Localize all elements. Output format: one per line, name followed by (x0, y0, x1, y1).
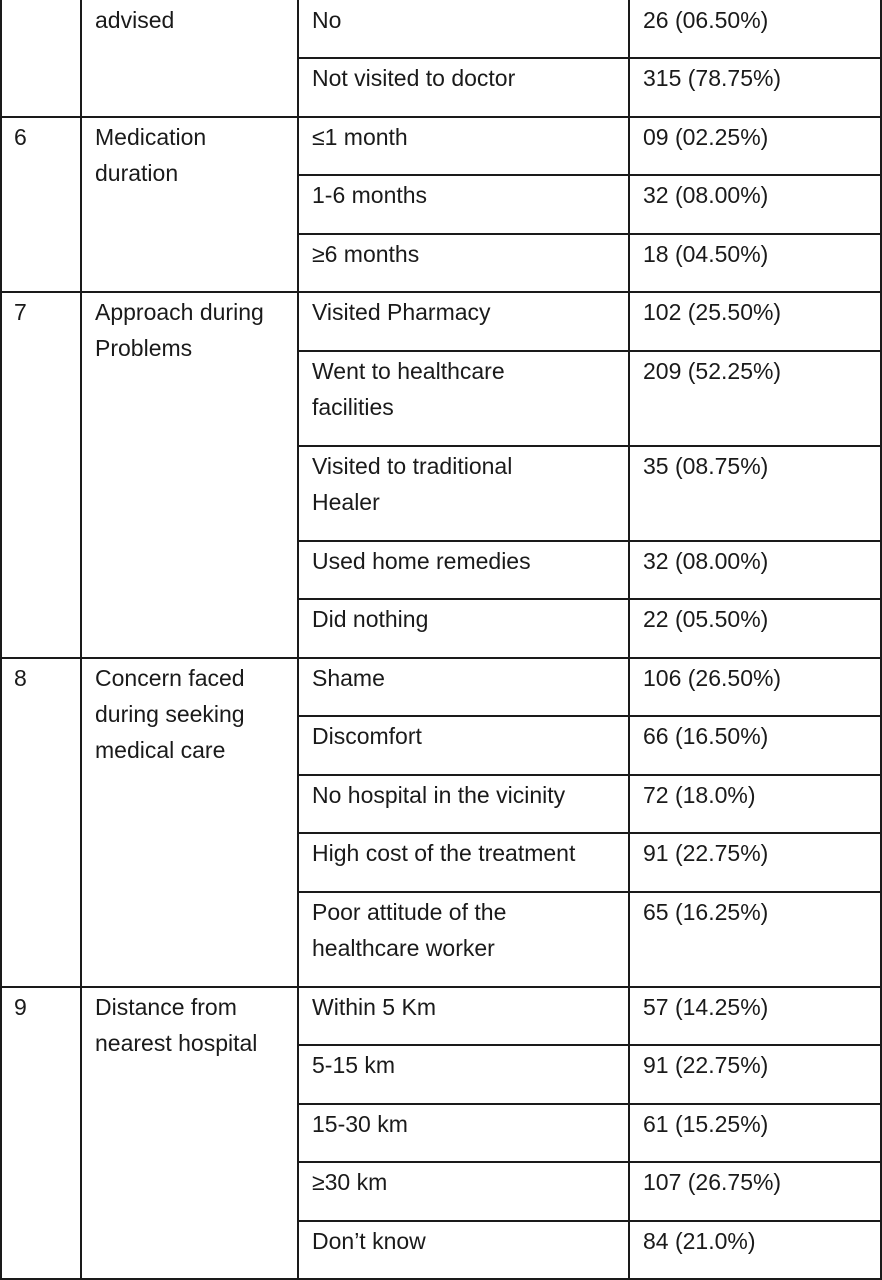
row-number: 7 (14, 299, 27, 325)
option-value: 315 (78.75%) (643, 65, 782, 91)
column-divider (628, 0, 630, 1280)
row-item-label: Approach during Problems (95, 299, 264, 361)
option-label: 15-30 km (312, 1111, 408, 1137)
option-value: 32 (08.00%) (643, 182, 769, 208)
option-label: Within 5 Km (312, 994, 436, 1020)
subrow-divider (297, 1220, 882, 1222)
option-value: 18 (04.50%) (643, 241, 769, 267)
row-item-label: Medication duration (95, 124, 207, 186)
subrow-divider (297, 598, 882, 600)
row-item-label: Concern faced during seeking medical care (95, 665, 245, 763)
option-value: 102 (25.50%) (643, 299, 782, 325)
row-number: 6 (14, 124, 27, 150)
row-number (0, 0, 80, 2)
subrow-divider (297, 540, 882, 542)
subrow-divider (297, 57, 882, 59)
column-divider (297, 0, 299, 1280)
row-item-label: advised (95, 7, 175, 33)
option-value: 61 (15.25%) (643, 1111, 769, 1137)
row-number: 8 (14, 665, 27, 691)
row-divider (0, 116, 882, 118)
option-label: ≥30 km (312, 1169, 388, 1195)
option-label: Not visited to doctor (312, 65, 516, 91)
subrow-divider (297, 774, 882, 776)
option-label: No hospital in the vicinity (312, 782, 566, 808)
subrow-divider (297, 445, 882, 447)
option-value: 91 (22.75%) (643, 1052, 769, 1078)
option-value: 84 (21.0%) (643, 1228, 756, 1254)
subrow-divider (297, 832, 882, 834)
option-label: Poor attitude of the healthcare worker (312, 899, 507, 961)
option-label: No (312, 7, 342, 33)
option-label: Discomfort (312, 723, 422, 749)
option-value: 65 (16.25%) (643, 899, 769, 925)
subrow-divider (297, 1103, 882, 1105)
option-value: 57 (14.25%) (643, 994, 769, 1020)
option-value: 66 (16.50%) (643, 723, 769, 749)
option-label: ≥6 months (312, 241, 420, 267)
option-value: 72 (18.0%) (643, 782, 756, 808)
option-label: Did nothing (312, 606, 429, 632)
option-label: Used home remedies (312, 548, 531, 574)
option-label: 5-15 km (312, 1052, 396, 1078)
option-label: ≤1 month (312, 124, 408, 150)
row-item-label: Distance from nearest hospital (95, 994, 258, 1056)
row-divider (0, 986, 882, 988)
column-divider (80, 0, 82, 1280)
option-value: 106 (26.50%) (643, 665, 782, 691)
subrow-divider (297, 350, 882, 352)
option-label: Visited Pharmacy (312, 299, 491, 325)
subrow-divider (297, 891, 882, 893)
row-number: 9 (14, 994, 27, 1020)
option-value: 107 (26.75%) (643, 1169, 782, 1195)
option-value: 209 (52.25%) (643, 358, 782, 384)
subrow-divider (297, 715, 882, 717)
option-value: 26 (06.50%) (643, 7, 769, 33)
subrow-divider (297, 1044, 882, 1046)
option-label: High cost of the treatment (312, 840, 576, 866)
option-label: Don’t know (312, 1228, 426, 1254)
option-value: 22 (05.50%) (643, 606, 769, 632)
row-divider (0, 657, 882, 659)
option-value: 91 (22.75%) (643, 840, 769, 866)
option-value: 35 (08.75%) (643, 453, 769, 479)
option-label: 1-6 months (312, 182, 428, 208)
option-label: Went to healthcare facilities (312, 358, 505, 420)
row-divider (0, 291, 882, 293)
subrow-divider (297, 1161, 882, 1163)
subrow-divider (297, 174, 882, 176)
subrow-divider (297, 233, 882, 235)
option-value: 09 (02.25%) (643, 124, 769, 150)
table-border-left (0, 0, 2, 1280)
option-value: 32 (08.00%) (643, 548, 769, 574)
option-label: Visited to traditional Healer (312, 453, 513, 515)
option-label: Shame (312, 665, 385, 691)
